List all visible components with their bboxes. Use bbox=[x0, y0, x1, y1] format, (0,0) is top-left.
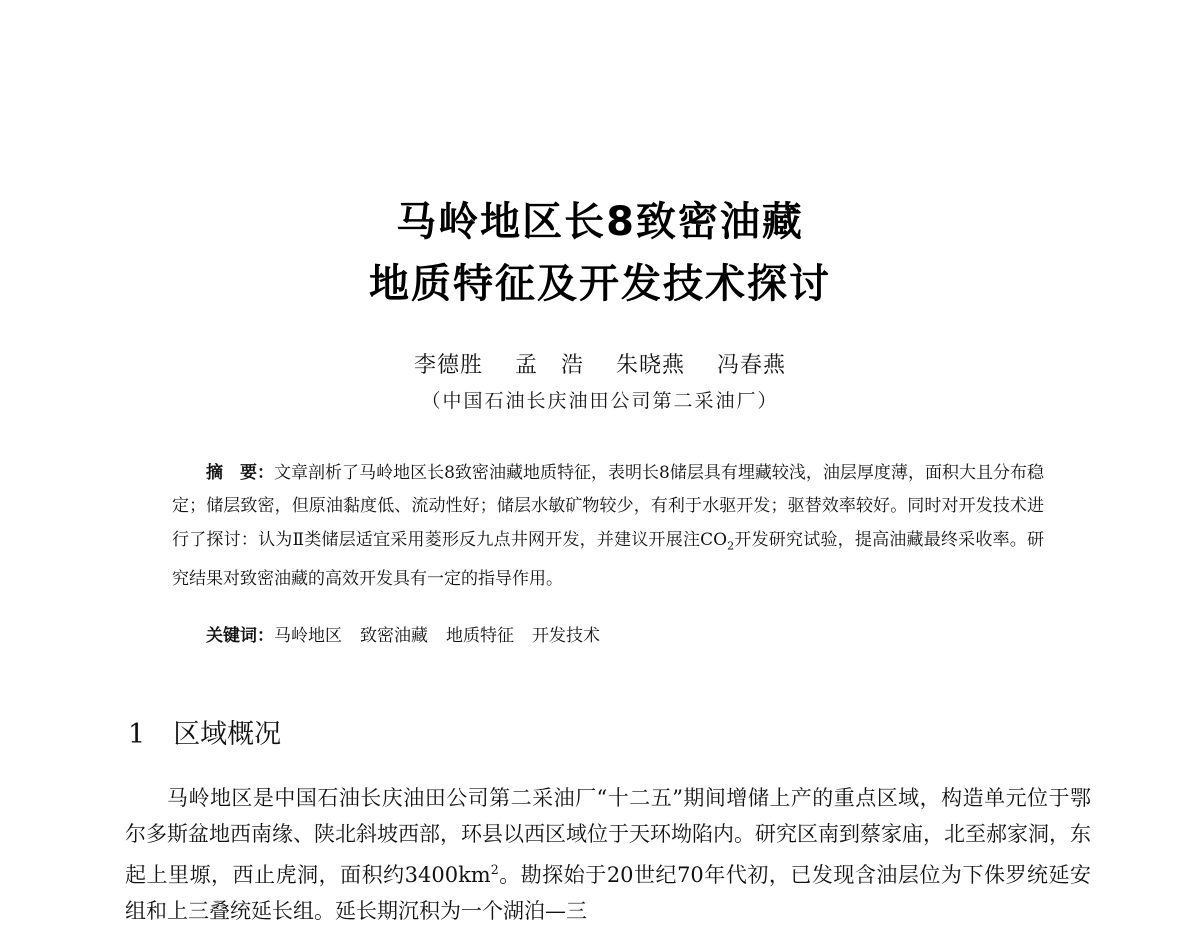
author-name: 朱晓燕 bbox=[616, 353, 686, 378]
area-superscript: 2 bbox=[490, 862, 499, 877]
keyword: 地质特征 bbox=[446, 626, 514, 646]
body-text-part2: 。勘探始于20世纪70年代初，已发现含油层位为下侏罗统延安组和上三叠统延长组。延长期沉积为一个湖泊—三 bbox=[125, 863, 1091, 923]
abstract-text-part2: 开发研究试验，提高油藏最终采收率。研究结果对致密油藏的高效开发具有一定的指导作用。 bbox=[172, 529, 1045, 589]
co2-subscript: 2 bbox=[727, 539, 735, 553]
paper-title-line-2: 地质特征及开发技术探讨 bbox=[369, 261, 831, 307]
section-number: 1 bbox=[128, 719, 146, 750]
author-affiliation: （中国石油长庆油田公司第二采油厂） bbox=[421, 390, 779, 412]
paper-title-line-1: 马岭地区长8致密油藏 bbox=[396, 199, 804, 245]
section-heading bbox=[128, 712, 281, 751]
body-text bbox=[125, 780, 1091, 929]
abstract-label: 摘 要： bbox=[206, 463, 275, 483]
author-name: 孟 浩 bbox=[514, 353, 584, 378]
author-name: 李德胜 bbox=[413, 353, 483, 378]
body-text-part1: 马岭地区是中国石油长庆油田公司第二采油厂“十二五”期间增储上产的重点区域，构造单元位于鄂尔多斯盆地西南缘、陕北斜坡西部，环县以西区域位于天环坳陷内。研究区南到蔡家庙，北至郝家洞，东起上里塬，西止虎洞，面积约3400km bbox=[125, 786, 1091, 887]
body-paragraph bbox=[125, 780, 1091, 929]
author-name: 冯春燕 bbox=[717, 353, 787, 378]
author-list bbox=[0, 348, 1200, 379]
keywords bbox=[172, 622, 1044, 650]
abstract bbox=[172, 457, 1044, 596]
keyword: 致密油藏 bbox=[360, 626, 428, 646]
keywords-label: 关键词： bbox=[206, 626, 274, 646]
keyword: 开发技术 bbox=[532, 626, 600, 646]
section-title: 区域概况 bbox=[173, 719, 282, 750]
abstract-text-part1: 文章剖析了马岭地区长8致密油藏地质特征，表明长8储层具有埋藏较浅，油层厚度薄，面积大且分布稳定；储层致密，但原油黏度低、流动性好；储层水敏矿物较少，有利于水驱开发；驱替效率较好。同时对开发技术进行了探讨：认为Ⅱ类储层适宜采用菱形反九点井网开发，并建议开展注CO bbox=[172, 463, 1044, 550]
keyword: 马岭地区 bbox=[274, 626, 342, 646]
abstract-paragraph bbox=[172, 457, 1044, 596]
